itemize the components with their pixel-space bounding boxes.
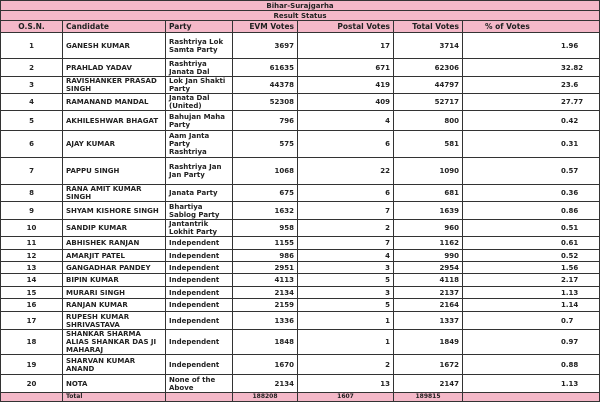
cell-candidate: PAPPU SINGH (63, 158, 166, 185)
cell-percent-votes: 0.7 (463, 312, 600, 330)
cell-percent-votes: 1.14 (463, 299, 600, 312)
cell-osn: 13 (1, 262, 63, 274)
cell-osn: 17 (1, 312, 63, 330)
cell-evm-votes: 1848 (233, 330, 298, 355)
cell-total-votes: 52717 (394, 94, 463, 111)
cell-total-votes: 681 (394, 185, 463, 202)
cell-total-votes: 1090 (394, 158, 463, 185)
cell-total-votes: 2164 (394, 299, 463, 312)
table-row (1, 287, 600, 299)
cell-evm-votes: 675 (233, 185, 298, 202)
table-row (1, 158, 600, 185)
table-row (1, 355, 600, 375)
cell-party: Jantantrik Lokhit Party (166, 220, 233, 237)
cell-percent-votes: 1.56 (463, 262, 600, 274)
cell-candidate: AMARJIT PATEL (63, 250, 166, 262)
cell-percent-votes: 0.31 (463, 131, 600, 158)
cell-evm-votes: 52308 (233, 94, 298, 111)
table-row (1, 220, 600, 237)
cell-evm-votes: 575 (233, 131, 298, 158)
cell-total-votes: 1337 (394, 312, 463, 330)
cell-candidate: SHYAM KISHORE SINGH (63, 202, 166, 220)
cell-party: Independent (166, 355, 233, 375)
cell-total-votes: 2147 (394, 375, 463, 393)
cell-candidate: RAVISHANKER PRASAD SINGH (63, 77, 166, 94)
col-candidate: Candidate (63, 21, 166, 33)
cell-evm-votes: 796 (233, 111, 298, 131)
cell-postal-votes: 5 (298, 299, 394, 312)
cell-evm-votes: 2951 (233, 262, 298, 274)
cell-candidate: AKHILESHWAR BHAGAT (63, 111, 166, 131)
cell-percent-votes: 23.6 (463, 77, 600, 94)
cell-osn: 2 (1, 59, 63, 77)
cell-percent-votes: 0.36 (463, 185, 600, 202)
total-votes: 189815 (394, 393, 463, 402)
table-row (1, 330, 600, 355)
col-party: Party (166, 21, 233, 33)
cell-candidate: SANDIP KUMAR (63, 220, 166, 237)
table-row (1, 59, 600, 77)
cell-evm-votes: 1670 (233, 355, 298, 375)
cell-party: Independent (166, 330, 233, 355)
constituency-title: Bihar-Surajgarha (1, 1, 600, 11)
cell-osn: 7 (1, 158, 63, 185)
col-evm: EVM Votes (233, 21, 298, 33)
table-row (1, 94, 600, 111)
cell-total-votes: 800 (394, 111, 463, 131)
table-row (1, 77, 600, 94)
cell-percent-votes: 1.13 (463, 287, 600, 299)
cell-candidate: RAMANAND MANDAL (63, 94, 166, 111)
cell-postal-votes: 13 (298, 375, 394, 393)
cell-percent-votes: 32.82 (463, 59, 600, 77)
cell-osn: 6 (1, 131, 63, 158)
cell-candidate: BIPIN KUMAR (63, 274, 166, 287)
table-row (1, 111, 600, 131)
cell-postal-votes: 3 (298, 287, 394, 299)
cell-evm-votes: 1155 (233, 237, 298, 250)
table-row (1, 33, 600, 59)
cell-party: Janata Dal (United) (166, 94, 233, 111)
cell-total-votes: 44797 (394, 77, 463, 94)
table-row (1, 237, 600, 250)
table-row (1, 299, 600, 312)
cell-postal-votes: 1 (298, 330, 394, 355)
cell-osn: 10 (1, 220, 63, 237)
cell-postal-votes: 17 (298, 33, 394, 59)
cell-percent-votes: 2.17 (463, 274, 600, 287)
cell-candidate: RANJAN KUMAR (63, 299, 166, 312)
cell-percent-votes: 1.96 (463, 33, 600, 59)
total-row (1, 393, 600, 402)
total-label: Total (63, 393, 166, 402)
cell-evm-votes: 61635 (233, 59, 298, 77)
header-row (1, 21, 600, 33)
cell-candidate: PRAHLAD YADAV (63, 59, 166, 77)
cell-party: Rashtriya Lok Samta Party (166, 33, 233, 59)
cell-osn: 14 (1, 274, 63, 287)
cell-party: None of the Above (166, 375, 233, 393)
cell-postal-votes: 7 (298, 237, 394, 250)
cell-postal-votes: 7 (298, 202, 394, 220)
cell-osn: 5 (1, 111, 63, 131)
cell-postal-votes: 22 (298, 158, 394, 185)
cell-osn: 1 (1, 33, 63, 59)
cell-total-votes: 581 (394, 131, 463, 158)
cell-evm-votes: 2134 (233, 375, 298, 393)
cell-osn: 15 (1, 287, 63, 299)
cell-candidate: RUPESH KUMAR SHRIVASTAVA (63, 312, 166, 330)
cell-party: Lok Jan Shakti Party (166, 77, 233, 94)
cell-candidate: NOTA (63, 375, 166, 393)
table-row (1, 185, 600, 202)
cell-osn: 16 (1, 299, 63, 312)
result-status-heading: Result Status (1, 11, 600, 21)
cell-postal-votes: 409 (298, 94, 394, 111)
cell-party: Janata Party (166, 185, 233, 202)
cell-total-votes: 3714 (394, 33, 463, 59)
cell-party: Independent (166, 299, 233, 312)
cell-candidate: GANGADHAR PANDEY (63, 262, 166, 274)
table-row (1, 131, 600, 158)
cell-total-votes: 2954 (394, 262, 463, 274)
cell-osn: 9 (1, 202, 63, 220)
cell-postal-votes: 2 (298, 355, 394, 375)
cell-party: Rashtriya Jan Jan Party (166, 158, 233, 185)
cell-party: Independent (166, 250, 233, 262)
cell-evm-votes: 2159 (233, 299, 298, 312)
cell-osn: 8 (1, 185, 63, 202)
cell-postal-votes: 419 (298, 77, 394, 94)
cell-party: Bhartiya Sablog Party (166, 202, 233, 220)
cell-evm-votes: 1632 (233, 202, 298, 220)
col-percent: % of Votes (463, 21, 600, 33)
table-row (1, 262, 600, 274)
cell-total-votes: 1849 (394, 330, 463, 355)
cell-party: Rashtriya Janata Dal (166, 59, 233, 77)
table-row (1, 375, 600, 393)
cell-total-votes: 4118 (394, 274, 463, 287)
cell-percent-votes: 0.88 (463, 355, 600, 375)
cell-percent-votes: 0.61 (463, 237, 600, 250)
cell-percent-votes: 0.86 (463, 202, 600, 220)
cell-osn: 4 (1, 94, 63, 111)
cell-percent-votes: 0.97 (463, 330, 600, 355)
cell-total-votes: 960 (394, 220, 463, 237)
cell-osn: 18 (1, 330, 63, 355)
table-row (1, 250, 600, 262)
cell-postal-votes: 5 (298, 274, 394, 287)
cell-party: Independent (166, 274, 233, 287)
cell-total-votes: 2137 (394, 287, 463, 299)
table-row (1, 274, 600, 287)
cell-party: Independent (166, 287, 233, 299)
cell-postal-votes: 4 (298, 111, 394, 131)
col-osn: O.S.N. (1, 21, 63, 33)
cell-postal-votes: 1 (298, 312, 394, 330)
cell-postal-votes: 3 (298, 262, 394, 274)
cell-candidate: ABHISHEK RANJAN (63, 237, 166, 250)
cell-postal-votes: 671 (298, 59, 394, 77)
cell-candidate: GANESH KUMAR (63, 33, 166, 59)
cell-party: Aam Janta Party Rashtriya (166, 131, 233, 158)
cell-evm-votes: 4113 (233, 274, 298, 287)
cell-candidate: MURARI SINGH (63, 287, 166, 299)
cell-candidate: RANA AMIT KUMAR SINGH (63, 185, 166, 202)
cell-postal-votes: 6 (298, 185, 394, 202)
cell-party: Independent (166, 312, 233, 330)
cell-evm-votes: 1336 (233, 312, 298, 330)
cell-postal-votes: 4 (298, 250, 394, 262)
cell-evm-votes: 2134 (233, 287, 298, 299)
cell-total-votes: 990 (394, 250, 463, 262)
cell-osn: 12 (1, 250, 63, 262)
table-row (1, 202, 600, 220)
cell-total-votes: 1162 (394, 237, 463, 250)
col-total: Total Votes (394, 21, 463, 33)
cell-party: Independent (166, 262, 233, 274)
cell-evm-votes: 3697 (233, 33, 298, 59)
cell-osn: 3 (1, 77, 63, 94)
table-row (1, 312, 600, 330)
cell-total-votes: 1639 (394, 202, 463, 220)
cell-percent-votes: 0.52 (463, 250, 600, 262)
cell-percent-votes: 0.42 (463, 111, 600, 131)
cell-osn: 20 (1, 375, 63, 393)
cell-percent-votes: 27.77 (463, 94, 600, 111)
cell-evm-votes: 1068 (233, 158, 298, 185)
cell-evm-votes: 986 (233, 250, 298, 262)
cell-evm-votes: 44378 (233, 77, 298, 94)
total-postal: 1607 (298, 393, 394, 402)
cell-postal-votes: 6 (298, 131, 394, 158)
col-postal: Postal Votes (298, 21, 394, 33)
cell-evm-votes: 958 (233, 220, 298, 237)
cell-candidate: SHARVAN KUMAR ANAND (63, 355, 166, 375)
cell-percent-votes: 0.57 (463, 158, 600, 185)
cell-candidate: AJAY KUMAR (63, 131, 166, 158)
cell-osn: 11 (1, 237, 63, 250)
cell-percent-votes: 1.13 (463, 375, 600, 393)
cell-postal-votes: 2 (298, 220, 394, 237)
cell-party: Bahujan Maha Party (166, 111, 233, 131)
cell-percent-votes: 0.51 (463, 220, 600, 237)
total-evm: 188208 (233, 393, 298, 402)
cell-osn: 19 (1, 355, 63, 375)
cell-total-votes: 62306 (394, 59, 463, 77)
cell-total-votes: 1672 (394, 355, 463, 375)
cell-candidate: SHANKAR SHARMA ALIAS SHANKAR DAS JI MAHARAJ (63, 330, 166, 355)
cell-party: Independent (166, 237, 233, 250)
